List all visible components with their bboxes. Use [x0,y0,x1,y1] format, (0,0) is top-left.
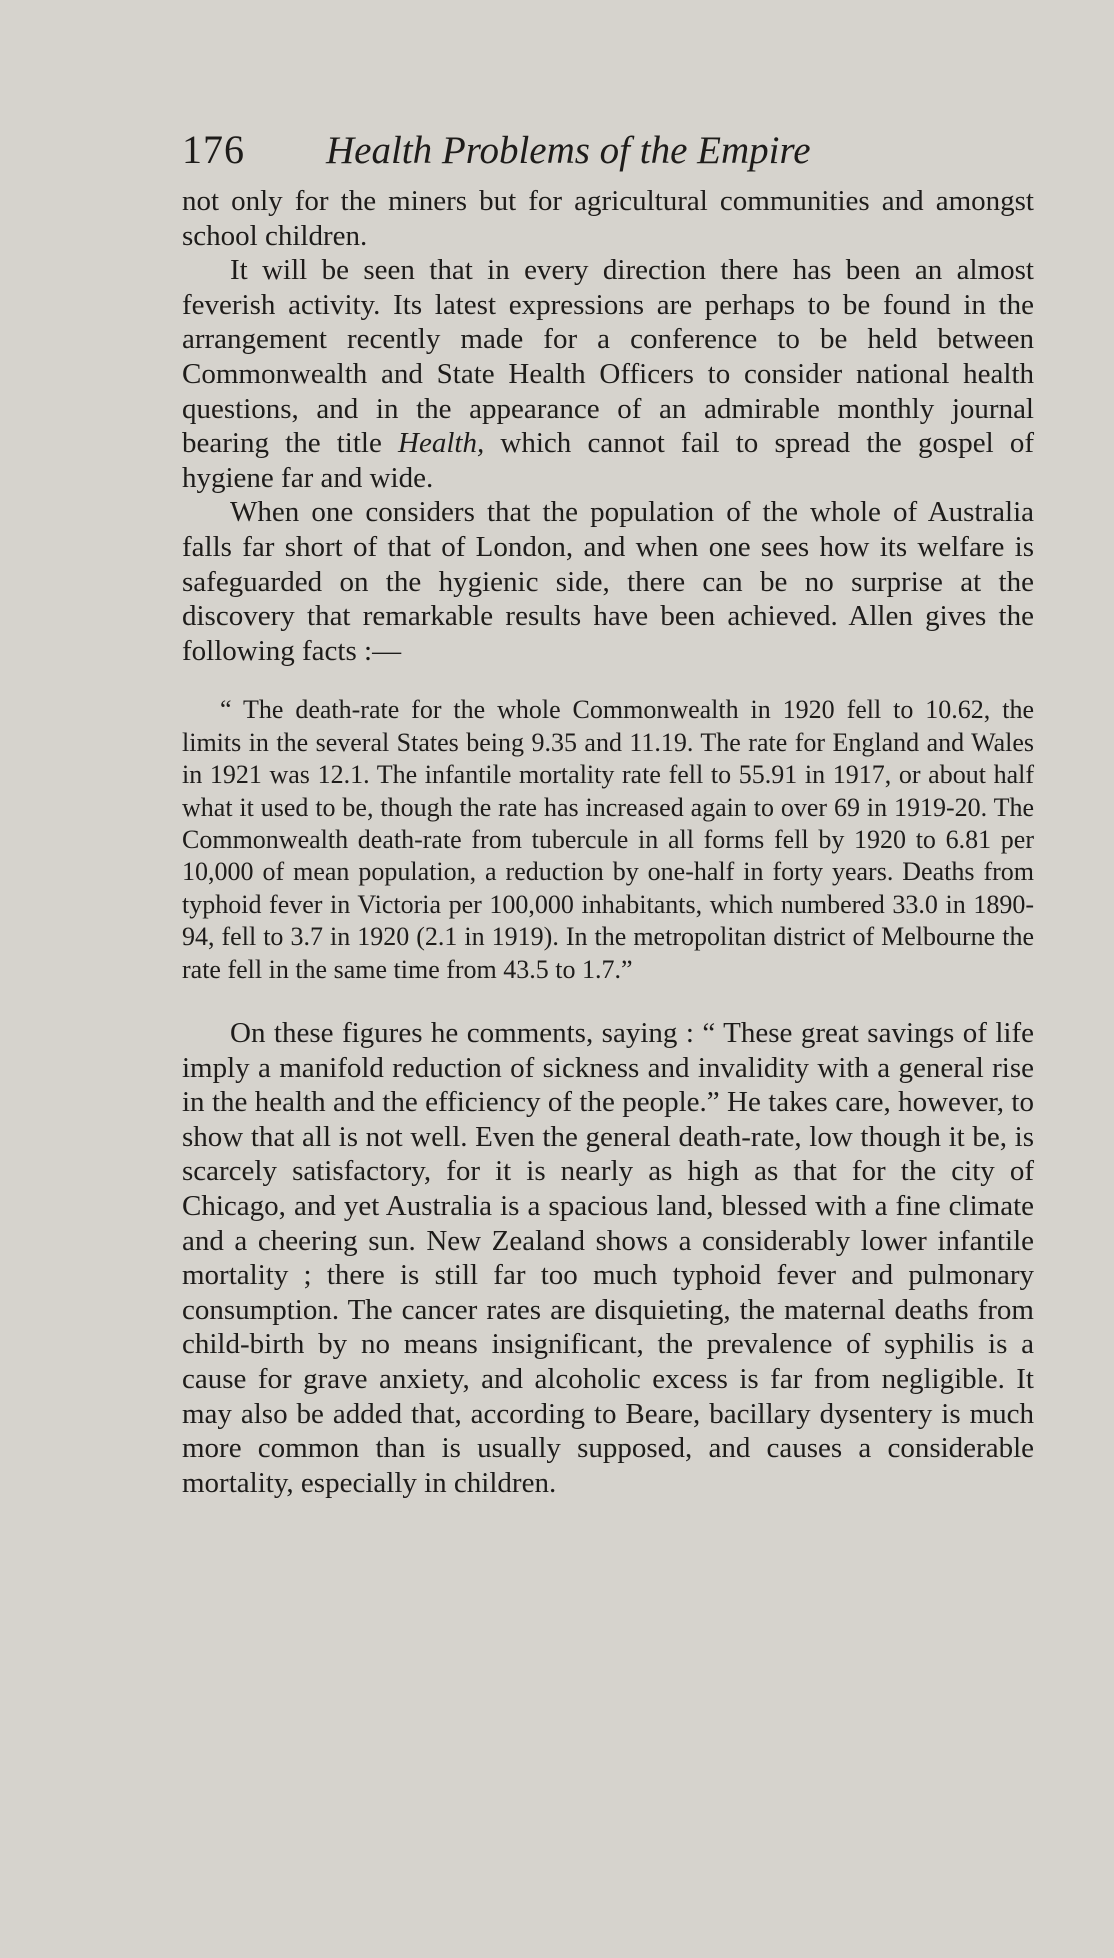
book-page [182,128,1034,1500]
paragraph-feverish-activity [182,253,1034,495]
paragraph-continuation: not only for the miners but for agricultural communities and amongst school children. [182,185,1034,252]
running-title: Health Problems of the Empire [326,129,811,172]
block-quote: “ The death-rate for the whole Commonwealth in 1920 fell to 10.62, the limits in the several States being 9.35 and 11.19. The rate for England and Wales in 1921 was 12.1. The infantile mortality rate fell to 55.91 in 1917, or about half what it used to be, though the rate has increased again to over 69 in 1919-20. The Commonwealth death-rate from tubercule in all forms fell by 1920 to 6.81 per 10,000 of mean population, a reduction by one-half in forty years. Deaths from typhoid fever in Victoria per 100,000 inhabitants, which numbered 33.0 in 1890-94, fell to 3.7 in 1920 (2.1 in 1919). In the metropolitan district of Melbourne the rate fell in the same time from 43.5 to 1.7.” [182,695,1034,984]
page-number: 176 [182,127,245,172]
paragraph-population: When one considers that the population of the whole of Australia falls far short of that of London, and when one sees how its welfare is safeguarded on the hygienic side, there can be no surprise at the discovery that remarkable results have been achieved. Allen gives the following facts :— [182,496,1034,667]
paragraph-comments: On these figures he comments, saying : “ These great savings of life imply a manifold reduction of sickness and invalidity with a general rise in the health and the efficiency of the people.” He takes care, however, to show that all is not well. Even the general death-rate, low though it be, is scarcely satisfactory, for it is nearly as high as that for the city of Chicago, and yet Australia is a spacious land, blessed with a fine climate and a cheering sun. New Zealand shows a considerably lower infantile mortality ; there is still far too much typhoid fever and pulmonary consumption. The cancer rates are disquieting, the maternal deaths from child-birth by no means insignificant, the prevalence of syphilis is a cause for grave anxiety, and alcoholic excess is far from negligible. It may also be added that, according to Beare, bacillary dysentery is much more common than is usually supposed, and causes a considerable mortality, especially in children. [182,1016,1034,1499]
running-header [182,128,1034,172]
journal-title: Health, [398,427,485,460]
paragraph-text: It will be seen that in every direction there has been an almost feverish activity. Its latest expressions are perhaps to be found in the arrangement recently made for a conference to be held between Commonwealth and State Health Officers to consider national health questions, and in the appearance of an admirable monthly journal bearing the title [182,254,1034,460]
paragraph-text: which cannot fail to spread the gospel of hygiene far and wide. [182,427,1034,494]
